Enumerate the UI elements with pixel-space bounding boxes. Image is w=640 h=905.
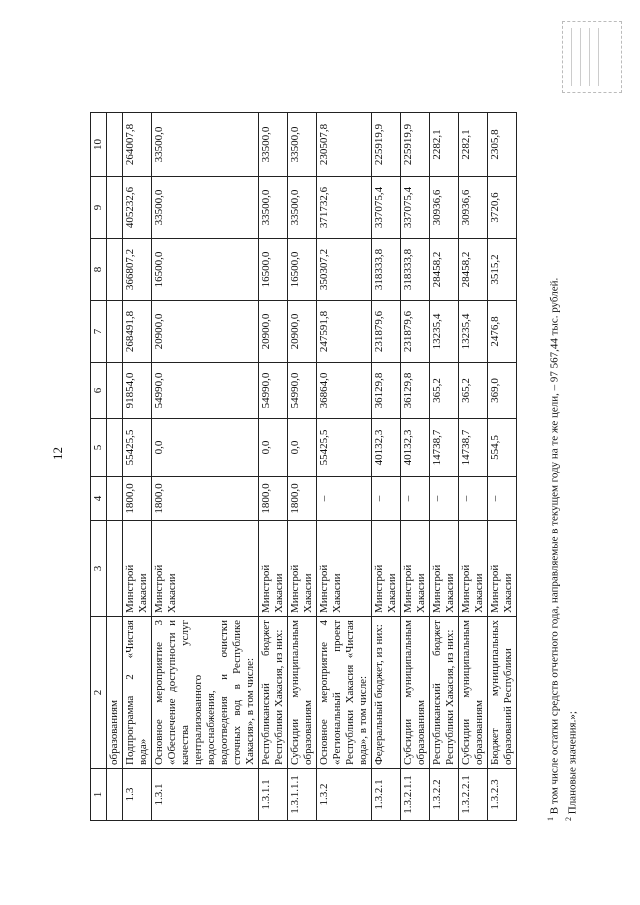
cell-c10: 2282,1 — [459, 113, 488, 177]
cell-c8: 16500,0 — [288, 239, 317, 301]
cell-c9: 33500,0 — [152, 177, 259, 239]
cell-exec: Минстрой Хакасии — [288, 521, 317, 617]
cell-exec: Минстрой Хакасии — [488, 521, 517, 617]
header-cell: 3 — [91, 521, 107, 617]
header-cell: 4 — [91, 477, 107, 521]
cell-exec: Минстрой Хакасии — [152, 521, 259, 617]
header-cell: 7 — [91, 301, 107, 363]
table-row — [288, 113, 317, 821]
table-row — [488, 113, 517, 821]
cell-c8: 28458,2 — [459, 239, 488, 301]
cell-name: Федеральный бюджет, из них: — [372, 617, 401, 769]
cell-c10: 33500,0 — [152, 113, 259, 177]
cell-exec: Минстрой Хакасии — [459, 521, 488, 617]
footnote-1-mark: 1 — [546, 817, 555, 821]
cell-c10: 225919,9 — [401, 113, 430, 177]
cell-c10: 264007,8 — [123, 113, 152, 177]
cell-c5 — [107, 419, 123, 477]
cell-name: Субсидии муниципальным образованиям — [459, 617, 488, 769]
header-cell: 10 — [91, 113, 107, 177]
table-row — [152, 113, 259, 821]
cell-exec — [107, 521, 123, 617]
header-cell: 9 — [91, 177, 107, 239]
cell-c9: 337075,4 — [372, 177, 401, 239]
cell-c10: 2305,8 — [488, 113, 517, 177]
cell-c7: 20900,0 — [259, 301, 288, 363]
cell-exec: Минстрой Хакасии — [401, 521, 430, 617]
cell-name: образованиям — [107, 617, 123, 769]
cell-exec: Минстрой Хакасии — [259, 521, 288, 617]
cell-c6: 369,0 — [488, 363, 517, 419]
table-row — [401, 113, 430, 821]
cell-name: Республиканский бюджет Республики Хакасия, из них: — [259, 617, 288, 769]
cell-code: 1.3.2.2 — [430, 769, 459, 821]
cell-c5: 40132,3 — [372, 419, 401, 477]
cell-c6: 91854,0 — [123, 363, 152, 419]
cell-c8: 16500,0 — [152, 239, 259, 301]
cell-c5: 40132,3 — [401, 419, 430, 477]
cell-c5: 14738,7 — [430, 419, 459, 477]
cell-exec: Минстрой Хакасии — [317, 521, 372, 617]
cell-c4: 1800,0 — [123, 477, 152, 521]
header-cell: 1 — [91, 769, 107, 821]
footnotes — [544, 121, 579, 821]
cell-c5: 55425,5 — [123, 419, 152, 477]
cell-c4: – — [401, 477, 430, 521]
table-row — [372, 113, 401, 821]
cell-name: Субсидии муниципальным образованиям — [401, 617, 430, 769]
cell-c4: – — [488, 477, 517, 521]
cell-c10: 33500,0 — [259, 113, 288, 177]
cell-code: 1.3.1.1 — [259, 769, 288, 821]
header-cell: 6 — [91, 363, 107, 419]
cell-c4: – — [430, 477, 459, 521]
table-row — [459, 113, 488, 821]
cell-c9: 337075,4 — [401, 177, 430, 239]
faint-stamp-image — [562, 21, 622, 93]
cell-c6: 365,2 — [430, 363, 459, 419]
cell-c4 — [107, 477, 123, 521]
cell-name: Основное мероприятие 4 «Региональный проект Республики Хакасия «Чистая вода», в том числе: — [317, 617, 372, 769]
cell-code: 1.3.2.1 — [372, 769, 401, 821]
cell-name: Основное мероприятие 3 «Обеспечение доступности и качества услуг централизованного водоснабжения, водоотведения и очистки сточных вод в Республике Хакасия», в том числе: — [152, 617, 259, 769]
cell-c7: 268491,8 — [123, 301, 152, 363]
cell-c9: 33500,0 — [288, 177, 317, 239]
cell-exec: Минстрой Хакасии — [123, 521, 152, 617]
cell-c5: 554,5 — [488, 419, 517, 477]
cell-c7: 20900,0 — [288, 301, 317, 363]
cell-name: Субсидии муниципальным образованиям — [288, 617, 317, 769]
cell-c7: 231879,6 — [372, 301, 401, 363]
cell-code: 1.3 — [123, 769, 152, 821]
cell-c9: 371732,6 — [317, 177, 372, 239]
cell-c4: 1800,0 — [152, 477, 259, 521]
cell-name: Республиканский бюджет Республики Хакасия, из них: — [430, 617, 459, 769]
cell-c6 — [107, 363, 123, 419]
cell-exec: Минстрой Хакасии — [430, 521, 459, 617]
cell-c6: 54990,0 — [259, 363, 288, 419]
cell-c8: 350307,2 — [317, 239, 372, 301]
cell-c9: 30936,6 — [430, 177, 459, 239]
cell-c9: 3720,6 — [488, 177, 517, 239]
cell-name: Подпрограмма 2 «Чистая вода» — [123, 617, 152, 769]
cell-c7 — [107, 301, 123, 363]
page-number: 12 — [50, 447, 65, 460]
cell-c8: 16500,0 — [259, 239, 288, 301]
cell-c6: 54990,0 — [152, 363, 259, 419]
footnote-1-text: В том числе остатки средств отчетного года, направляемые в текущем году на те же цели, – 97 567,44 тыс. рублей. — [548, 277, 561, 817]
cell-c4: 1800,0 — [259, 477, 288, 521]
cell-c9: 30936,6 — [459, 177, 488, 239]
footnote-2-mark: 2 — [563, 817, 573, 821]
cell-code: 1.3.2.3 — [488, 769, 517, 821]
table-row — [430, 113, 459, 821]
cell-c5: 14738,7 — [459, 419, 488, 477]
cell-c9: 405232,6 — [123, 177, 152, 239]
cell-c10: 230507,8 — [317, 113, 372, 177]
cell-c9 — [107, 177, 123, 239]
cell-c7: 13235,4 — [459, 301, 488, 363]
cell-c5: 55425,5 — [317, 419, 372, 477]
header-cell: 2 — [91, 617, 107, 769]
footnote-2-text: Плановые значения.»; — [566, 711, 579, 817]
footnote-1 — [544, 121, 562, 821]
cell-c8: 318333,8 — [372, 239, 401, 301]
budget-table — [90, 112, 517, 821]
cell-code: 1.3.2.1.1 — [401, 769, 430, 821]
cell-c4: – — [459, 477, 488, 521]
cell-c4: 1800,0 — [288, 477, 317, 521]
cell-c5: 0,0 — [152, 419, 259, 477]
table-row — [317, 113, 372, 821]
cell-c8: 366807,2 — [123, 239, 152, 301]
table-row — [107, 113, 123, 821]
footnote-2 — [562, 121, 580, 821]
cell-c7: 231879,6 — [401, 301, 430, 363]
cell-c10: 225919,9 — [372, 113, 401, 177]
cell-name: Бюджет муниципальных образований Республики — [488, 617, 517, 769]
cell-c5: 0,0 — [259, 419, 288, 477]
cell-c7: 13235,4 — [430, 301, 459, 363]
cell-c6: 36864,0 — [317, 363, 372, 419]
cell-c7: 20900,0 — [152, 301, 259, 363]
cell-c4: – — [372, 477, 401, 521]
cell-code: 1.3.1.1.1 — [288, 769, 317, 821]
table-row — [123, 113, 152, 821]
cell-exec: Минстрой Хакасии — [372, 521, 401, 617]
cell-c10: 33500,0 — [288, 113, 317, 177]
cell-code — [107, 769, 123, 821]
cell-c6: 36129,8 — [401, 363, 430, 419]
cell-c6: 54990,0 — [288, 363, 317, 419]
cell-c8: 3515,2 — [488, 239, 517, 301]
cell-c10 — [107, 113, 123, 177]
cell-c5: 0,0 — [288, 419, 317, 477]
cell-c7: 247591,8 — [317, 301, 372, 363]
header-cell: 5 — [91, 419, 107, 477]
cell-c6: 365,2 — [459, 363, 488, 419]
cell-c10: 2282,1 — [430, 113, 459, 177]
table-header-row — [91, 113, 107, 821]
table-row — [259, 113, 288, 821]
cell-code: 1.3.2.2.1 — [459, 769, 488, 821]
header-cell: 8 — [91, 239, 107, 301]
cell-code: 1.3.2 — [317, 769, 372, 821]
cell-c8: 318333,8 — [401, 239, 430, 301]
cell-c9: 33500,0 — [259, 177, 288, 239]
cell-code: 1.3.1 — [152, 769, 259, 821]
cell-c6: 36129,8 — [372, 363, 401, 419]
cell-c8: 28458,2 — [430, 239, 459, 301]
cell-c7: 2476,8 — [488, 301, 517, 363]
cell-c8 — [107, 239, 123, 301]
cell-c4: – — [317, 477, 372, 521]
